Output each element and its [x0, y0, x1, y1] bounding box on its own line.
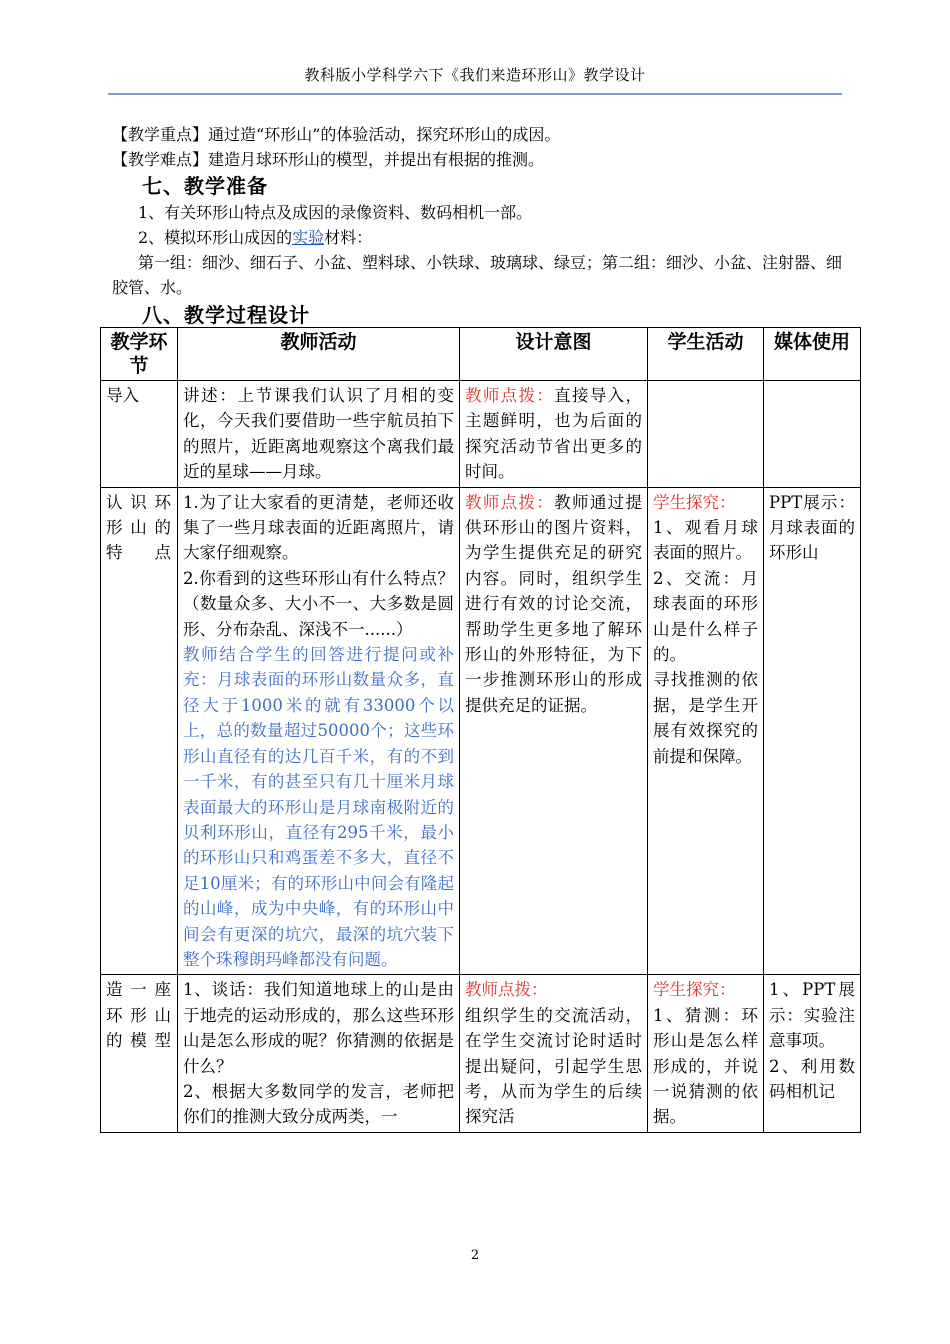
student-label: 学生探究： [653, 492, 736, 512]
header-media: 媒体使用 [764, 328, 861, 381]
table-row [101, 381, 861, 488]
row-design [460, 487, 648, 975]
table-header-row [101, 328, 861, 381]
prep-item-2 [112, 225, 854, 250]
student-step-1: 1、猜测：环形山是怎么样形成的，并说一说猜测的依据。 [653, 1005, 758, 1127]
process-table [100, 327, 861, 1133]
row-design [460, 975, 648, 1132]
teacher-step-2: 2、根据大多数同学的发言，老师把你们的推测大致分成两类，一 [183, 1081, 454, 1127]
row-student [648, 487, 764, 975]
table-row [101, 975, 861, 1132]
header-design: 设计意图 [460, 328, 648, 381]
document-body [112, 122, 854, 329]
media-step-2: 2、利用数码相机记 [769, 1056, 855, 1101]
table-row [101, 487, 861, 975]
design-text: 教师通过提供环形山的图片资料，为学生提供充足的研究内容。同时，组织学生进行有效的讨论交流，帮助学生更多地了解环形山的外形特征，为下一步推测环形山的形成提供充足的证据。 [465, 492, 643, 715]
design-label: 教师点拨： [465, 980, 548, 1000]
prep-item-1: 1、有关环形山特点及成因的录像资料、数码相机一部。 [138, 203, 533, 222]
row-section: 导入 [101, 381, 178, 488]
header-divider [108, 93, 842, 95]
experiment-link[interactable]: 实验 [292, 228, 325, 247]
section-8-title: 八、教学过程设计 [142, 303, 310, 327]
row-media [764, 381, 861, 488]
teacher-supplement: 教师结合学生的回答进行提问或补充：月球表面的环形山数量众多，直径大于1000米的就有33000个以上，总的数量超过50000个；这些环形山直径有的达几百千米，有的不到一千米，有的甚至只有几十厘米月球表面最大的环形山是月球南极附近的贝利环形山，直径有295千米，最小的环形山只和鸡蛋差不多大，直径不足10厘米；有的环形山中间会有隆起的山峰，成为中央峰，有的环形山中间会有更深的坑穴，最深的坑穴装下整个珠穆朗玛峰都没有问题。 [183, 645, 454, 969]
prep-item-2-before: 2、模拟环形山成因的 [138, 228, 293, 247]
row-teacher: 讲述：上节课我们认识了月相的变化，今天我们要借助一些宇航员拍下的照片，近距离地观察这个离我们最近的星球——月球。 [178, 381, 460, 488]
teacher-step-1: 1、谈话：我们知道地球上的山是由于地壳的运动形成的，那么这些环形山是怎么形成的呢？你猜测的依据是什么？ [183, 980, 454, 1076]
row-teacher [178, 487, 460, 975]
header-section: 教学环节 [101, 328, 178, 381]
student-label: 学生探究： [653, 980, 736, 1000]
design-label: 教师点拨： [465, 386, 555, 405]
page-header: 教科版小学科学六下《我们来造环形山》教学设计 [304, 66, 646, 84]
design-label: 教师点拨： [465, 492, 555, 512]
header-teacher: 教师活动 [178, 328, 460, 381]
key-point-text: 通过造“环形山”的体验活动，探究环形山的成因。 [208, 125, 561, 144]
design-text: 直接导入，主题鲜明，也为后面的探究活动节省出更多的时间。 [465, 386, 643, 482]
key-point-line [112, 122, 854, 147]
difficulty-label: 【教学难点】 [112, 150, 209, 169]
student-note: 寻找推测的依据，是学生开展有效探究的前提和保障。 [653, 670, 758, 766]
row-media: PPT展示：月球表面的环形山 [764, 487, 861, 975]
difficulty-text: 建造月球环形山的模型，并提出有根据的推测。 [208, 150, 545, 169]
row-student [648, 975, 764, 1132]
row-design [460, 381, 648, 488]
teacher-step-1: 1.为了让大家看的更清楚，老师还收集了一些月球表面的近距离照片，请大家仔细观察。 [183, 492, 454, 563]
section-7-title: 七、教学准备 [142, 174, 268, 198]
row-teacher [178, 975, 460, 1132]
row-section: 造一座环形山的模型 [101, 975, 178, 1132]
header-student: 学生活动 [648, 328, 764, 381]
teacher-step-2: 2.你看到的这些环形山有什么特点？（数量众多、大小不一、大多数是圆形、分布杂乱、深浅不一......） [183, 568, 454, 639]
key-point-label: 【教学重点】 [112, 125, 209, 144]
page-number: 2 [470, 1248, 480, 1263]
prep-materials: 第一组：细沙、细石子、小盆、塑料球、小铁球、玻璃球、绿豆；第二组：细沙、小盆、注射器、细胶管、水。 [112, 253, 843, 297]
difficulty-line [112, 147, 854, 172]
design-text: 组织学生的交流活动，在学生交流讨论时适时提出疑问，引起学生思考，从而为学生的后续探究活 [465, 1005, 642, 1127]
student-step-2: 2、交流：月球表面的环形山是什么样子的。 [653, 568, 758, 665]
row-section: 认识环形山的特点 [101, 487, 178, 975]
row-student [648, 381, 764, 488]
student-step-1: 1、观看月球表面的照片。 [653, 518, 758, 563]
media-step-1: 1、PPT展示：实验注意事项。 [769, 980, 855, 1051]
row-media [764, 975, 861, 1132]
prep-item-2-after: 材料： [324, 228, 373, 247]
